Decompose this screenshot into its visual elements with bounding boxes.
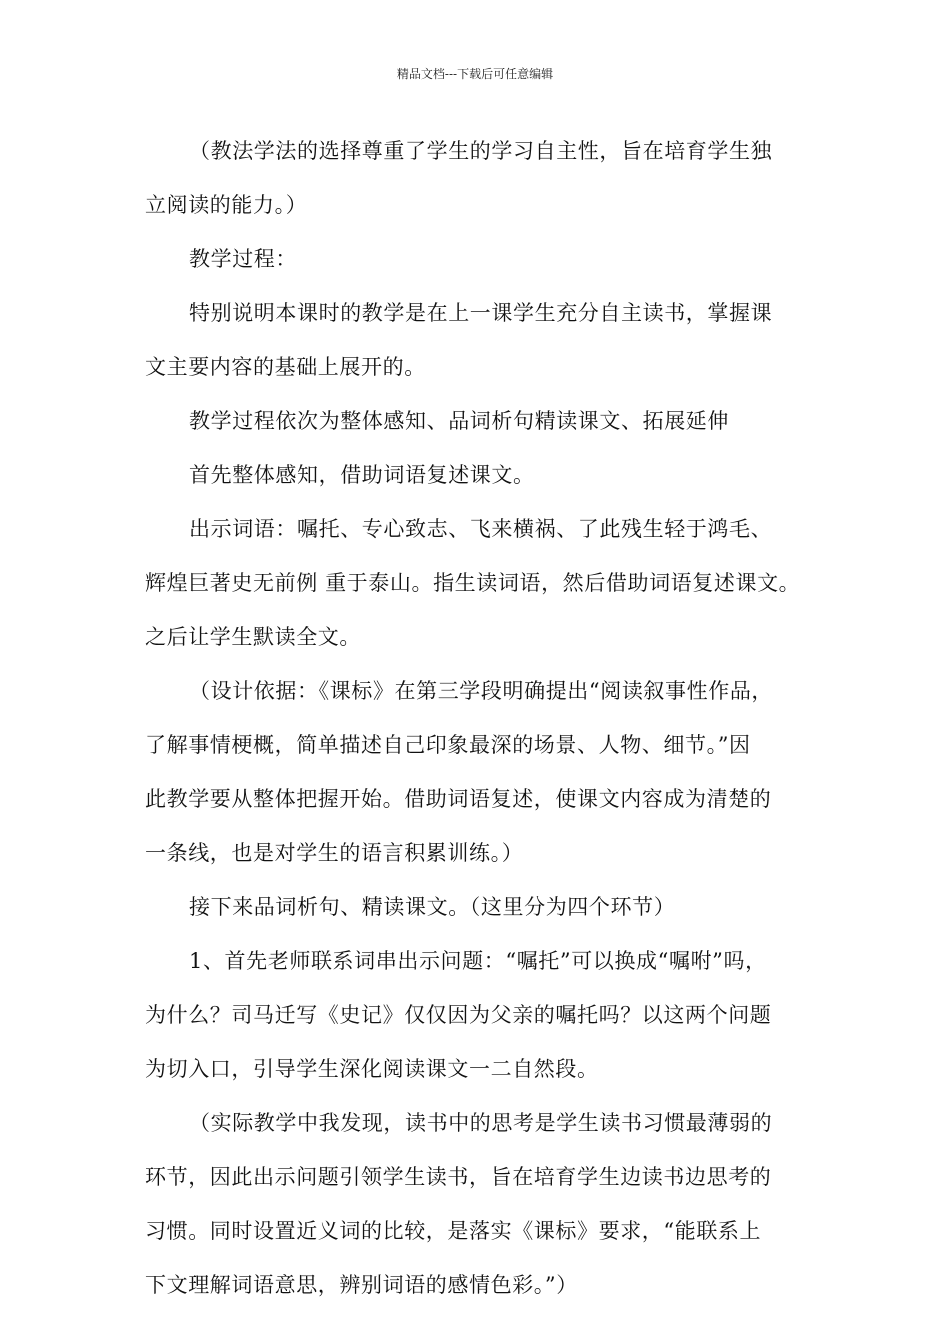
paragraph-line: 教学过程依次为整体感知、品词析句精读课文、拓展延伸 (189, 409, 729, 433)
paragraph-line: 辉煌巨著史无前例 重于泰山。指生读词语，然后借助词语复述课文。 (145, 571, 801, 595)
paragraph-line: 接下来品词析句、精读课文。（这里分为四个环节） (189, 895, 676, 919)
paragraph-line: 此教学要从整体把握开始。借助词语复述，使课文内容成为清楚的 (145, 787, 772, 811)
page-header: 精品文档---下载后可任意编辑 (396, 67, 554, 81)
paragraph-line: 为切入口，引导学生深化阅读课文一二自然段。 (145, 1057, 599, 1081)
paragraph-line: 立阅读的能力。） (145, 193, 308, 217)
section-heading: 教学过程： (189, 247, 297, 271)
paragraph-line: 习惯。同时设置近义词的比较，是落实《课标》要求，“能联系上 (145, 1219, 762, 1243)
paragraph-line: 出示词语：嘱托、专心致志、飞来横祸、了此残生轻于鸿毛、 (189, 517, 773, 541)
paragraph-line: （设计依据：《课标》在第三学段明确提出“阅读叙事性作品， (189, 679, 774, 703)
paragraph-line: 为什么？司马迁写《史记》仅仅因为父亲的嘱托吗？以这两个问题 (145, 1003, 772, 1027)
paragraph-line: （教法学法的选择尊重了学生的学习自主性，旨在培育学生独 (189, 139, 773, 163)
paragraph-line: 之后让学生默读全文。 (145, 625, 361, 649)
paragraph-line: 环节，因此出示问题引领学生读书，旨在培育学生边读书边思考的 (145, 1165, 772, 1189)
paragraph-line: 了解事情梗概，简单描述自己印象最深的场景、人物、细节。”因 (145, 733, 751, 757)
paragraph-line: 首先整体感知，借助词语复述课文。 (189, 463, 535, 487)
paragraph-line: 下文理解词语意思，辨别词语的感情色彩。”） (145, 1273, 578, 1297)
paragraph-line: （实际教学中我发现，读书中的思考是学生读书习惯最薄弱的 (189, 1111, 773, 1135)
paragraph-line: 文主要内容的基础上展开的。 (145, 355, 426, 379)
paragraph-line: 特别说明本课时的教学是在上一课学生充分自主读书，掌握课 (189, 301, 773, 325)
document-body (145, 124, 825, 1312)
paragraph-line: 一条线，也是对学生的语言积累训练。） (145, 841, 524, 865)
paragraph-line: 1、首先老师联系词串出示问题：“嘱托”可以换成“嘱咐”吗， (189, 949, 767, 973)
